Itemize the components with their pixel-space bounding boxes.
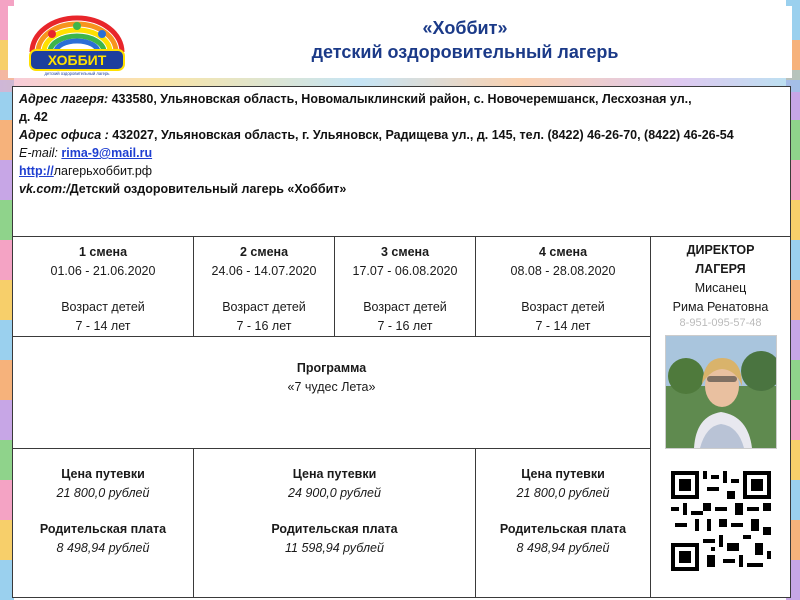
- shift-dates: 01.06 - 21.06.2020: [50, 264, 156, 278]
- director-phone: 8-951-095-57-48: [679, 317, 762, 329]
- title-line1: «Хоббит»: [422, 18, 508, 38]
- site-text: лагерьхоббит.рф: [53, 164, 153, 178]
- price-cell: [476, 449, 651, 598]
- price-value: 21 800,0 рублей: [56, 486, 150, 500]
- program-label: Программа: [296, 361, 367, 375]
- logo-text: ХОББИТ: [47, 52, 107, 68]
- parent-fee-label: Родительская плата: [39, 522, 167, 536]
- camp-address-value: 433580, Ульяновская область, Новомалыклинский район, с. Новочеремшанск, Лесхозная ул.,: [111, 92, 692, 106]
- qr-code: [671, 471, 771, 571]
- shift-age: 7 - 14 лет: [535, 319, 591, 333]
- shift-cell: [335, 237, 476, 337]
- site-line: [19, 162, 784, 180]
- logo-subtitle: детский оздоровительный лагерь: [44, 71, 110, 76]
- parent-fee-label: Родительская плата: [271, 522, 398, 536]
- shift-cell: [476, 237, 651, 337]
- shift-age: 7 - 14 лет: [75, 319, 131, 333]
- vk-line: [19, 180, 784, 198]
- office-address-value: 432027, Ульяновская область, г. Ульяновск, Радищева ул., д. 145, тел. (8422) 46-26-70, (8422) 46-26-54: [112, 128, 734, 142]
- office-address: [19, 126, 784, 144]
- price-label: Цена путевки: [61, 467, 145, 481]
- program-name: «7 чудес Лета»: [287, 380, 376, 394]
- shift-name: 1 смена: [78, 245, 128, 259]
- price-label: Цена путевки: [521, 467, 605, 481]
- office-address-label: Адрес офиса :: [19, 128, 109, 142]
- price-label: Цена путевки: [292, 467, 377, 481]
- shift-name: 2 смена: [239, 245, 289, 259]
- parent-fee-value: 8 498,94 рублей: [56, 541, 150, 555]
- title-line2: детский оздоровительный лагерь: [311, 42, 619, 62]
- director-name-line1: Мисанец: [694, 281, 747, 295]
- price-cell: [194, 449, 476, 598]
- price-value: 24 900,0 рублей: [288, 486, 381, 500]
- vk-prefix: vk.com:/: [19, 182, 70, 196]
- page-title: [138, 16, 792, 64]
- shift-dates: 08.08 - 28.08.2020: [510, 264, 616, 278]
- shift-cell: [13, 237, 194, 337]
- shift-name: 4 смена: [538, 245, 588, 259]
- camp-address-label: Адрес лагеря:: [19, 92, 109, 106]
- site-link[interactable]: http://: [19, 164, 54, 178]
- camp-address: [19, 90, 784, 108]
- shift-dates: 24.06 - 14.07.2020: [211, 264, 317, 278]
- director-name-line2: Рима Ренатовна: [672, 300, 769, 314]
- shift-age: 7 - 16 лет: [236, 319, 292, 333]
- email-link[interactable]: rima-9@mail.ru: [61, 146, 153, 160]
- shift-age-label: Возраст детей: [222, 300, 306, 314]
- shift-name: 3 смена: [380, 245, 430, 259]
- shift-age-label: Возраст детей: [61, 300, 145, 314]
- program-cell: [13, 337, 651, 449]
- vk-text: Детский оздоровительный лагерь «Хоббит»: [69, 182, 347, 196]
- email-label: E-mail:: [19, 146, 58, 160]
- parent-fee-label: Родительская плата: [499, 522, 627, 536]
- email-line: [19, 144, 784, 162]
- header: [8, 6, 792, 78]
- camp-address-house: д. 42: [19, 110, 48, 124]
- parent-fee-value: 8 498,94 рублей: [516, 541, 610, 555]
- shift-age-label: Возраст детей: [521, 300, 605, 314]
- shift-age: 7 - 16 лет: [377, 319, 433, 333]
- info-table: [12, 86, 791, 598]
- shift-age-label: Возраст детей: [363, 300, 447, 314]
- director-title-line2: ЛАГЕРЯ: [695, 262, 746, 276]
- shift-dates: 17.07 - 06.08.2020: [352, 264, 458, 278]
- parent-fee-value: 11 598,94 рублей: [285, 541, 384, 555]
- director-cell: [651, 237, 791, 598]
- director-photo: [665, 335, 777, 449]
- director-title-line1: ДИРЕКТОР: [686, 243, 755, 257]
- price-value: 21 800,0 рублей: [516, 486, 610, 500]
- price-cell: [13, 449, 194, 598]
- shift-cell: [194, 237, 335, 337]
- address-cell: [13, 87, 791, 237]
- hobbit-logo: [22, 12, 132, 78]
